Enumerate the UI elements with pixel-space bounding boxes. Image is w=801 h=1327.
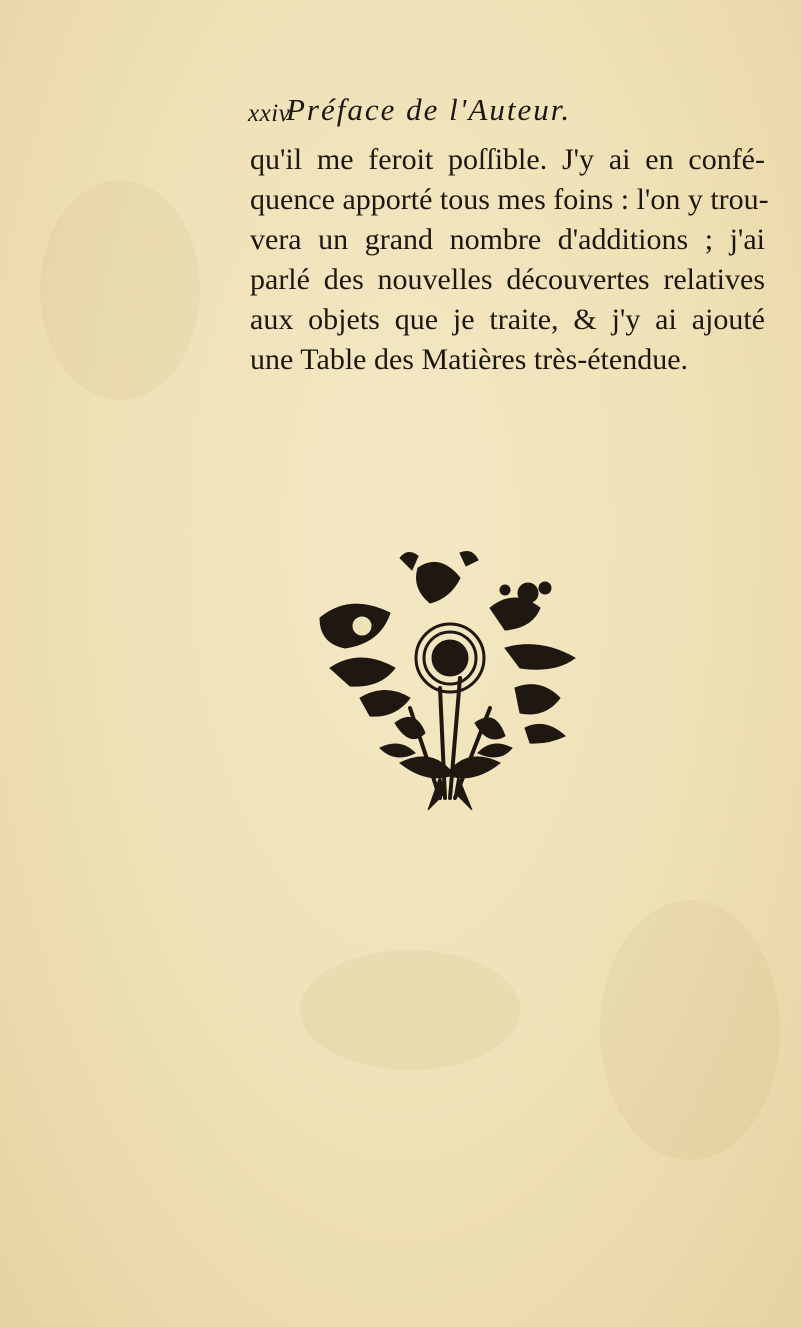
text-line: vera un grand nombre d'additions ; j'ai (250, 223, 765, 256)
page-header (248, 92, 768, 138)
body-paragraph (250, 140, 769, 380)
paper-stain (300, 950, 520, 1070)
floral-bouquet-icon (300, 548, 590, 810)
text-line: aux objets que je traite, & j'y ai ajouté (250, 303, 765, 336)
paper-stain (600, 900, 780, 1160)
text-line: qu'il me feroit poſſible. J'y ai en confé- (250, 143, 765, 176)
text-line: quence apporté tous mes foins : l'on y trou- (250, 183, 769, 216)
text-line: une Table des Matières très-étendue. (250, 343, 689, 376)
text-line: parlé des nouvelles découvertes relatives (250, 263, 765, 296)
paper-stain (40, 180, 200, 400)
running-head: Préface de l'Auteur. (286, 92, 572, 127)
page-number: xxiv (248, 100, 291, 127)
